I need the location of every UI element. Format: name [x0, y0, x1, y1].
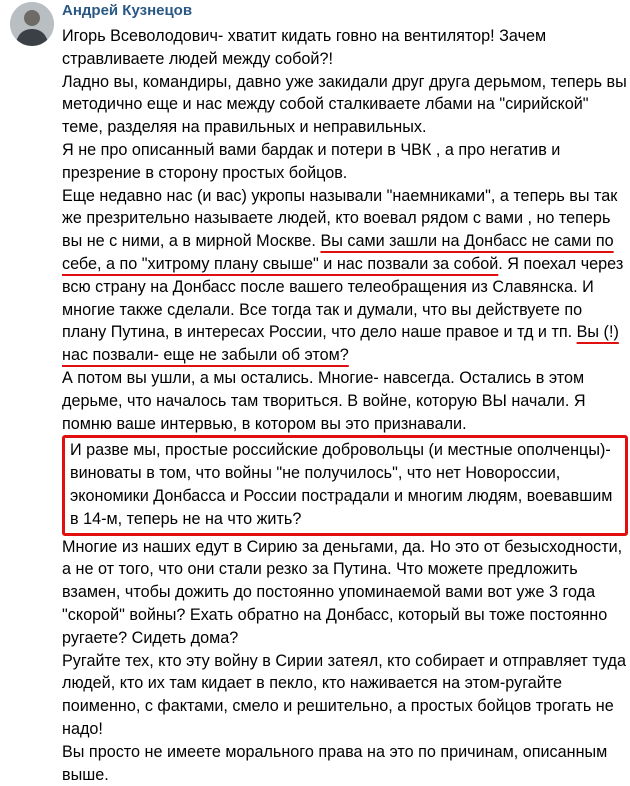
user-avatar-icon	[10, 2, 54, 46]
post-paragraph	[62, 185, 628, 367]
post-paragraph: Вы просто не имеете морального права на это по причинам, описанным выше.	[62, 742, 608, 784]
post-paragraph: Многие из наших едут в Сирию за деньгами, да. Но это от безысходности, а не от того, что они стали резко за Путина. Что можете предложить взамен, чтобы дожить до постоянно упоминаемой вами вот уже 3 года "скорой" войны? Ехать обратно на Донбасс, который вы тоже постоянно ругаете? Сидеть дома?	[62, 537, 623, 647]
post-text-span: Еще недавно нас (и вас) укропы называли "наемниками", а теперь вы так же презрительно называете людей, кто воевал рядом с вами , но теперь вы не с ними, а в мирной Москве.	[62, 186, 618, 251]
post-paragraph: Ладно вы, командиры, давно уже закидали друг друга дерьмом, теперь вы методично еще и нас между собой сталкиваете лбами на "сирийской" теме, разделяя на правильных и неправильных.	[62, 72, 627, 137]
post-paragraph: Я не про описанный вами бардак и потери в ЧВК , а про негатив и презрение в сторону простых бойцов.	[62, 140, 561, 182]
post-paragraph: Ругайте тех, кто эту войну в Сирии затеял, кто собирает и отправляет туда людей, кто их там кидает в пекло, кто наживается на этом-ругайте поименно, с фактами, смело и решительно, а простых бойцов трогать не надо!	[62, 651, 626, 738]
red-boxed-paragraph: И разве мы, простые российские добровольцы (и местные ополченцы)- виноваты в том, что войны "не получилось", что нет Новороссии, экономики Донбасса и России пострадали и многим людям, воевавшим в 14-м, теперь не на что жить?	[62, 435, 628, 535]
post-paragraph: А потом вы ушли, а мы остались. Многие- навсегда. Остались в этом дерьме, что началось там твориться. В войне, которую ВЫ начали. Я помню ваше интервью, в котором вы это признавали.	[62, 368, 586, 433]
author-avatar[interactable]	[10, 2, 54, 46]
red-underlined-text: Вы сами зашли на Донбасс не сами по себе, а по "хитрому плану свыше" и нас позвали за собой	[62, 232, 614, 273]
author-name-link[interactable]: Андрей Кузнецов	[62, 2, 193, 19]
post-paragraph: Игорь Всеволодович- хватит кидать говно на вентилятор! Зачем стравливаете людей между собой?!	[62, 27, 547, 68]
post-body	[62, 25, 628, 786]
red-underlined-text: Вы (!) нас позвали- еще не забыли об этом?	[62, 323, 619, 365]
post-text-span: . Я поехал через всю страну на Донбасс после вашего телеобращения из Славянска. И многие также сделали. Все тогда так и думали, что вы действуете по плану Путина, в интересах России, что дело наше правое и тд и тп.	[62, 254, 624, 342]
